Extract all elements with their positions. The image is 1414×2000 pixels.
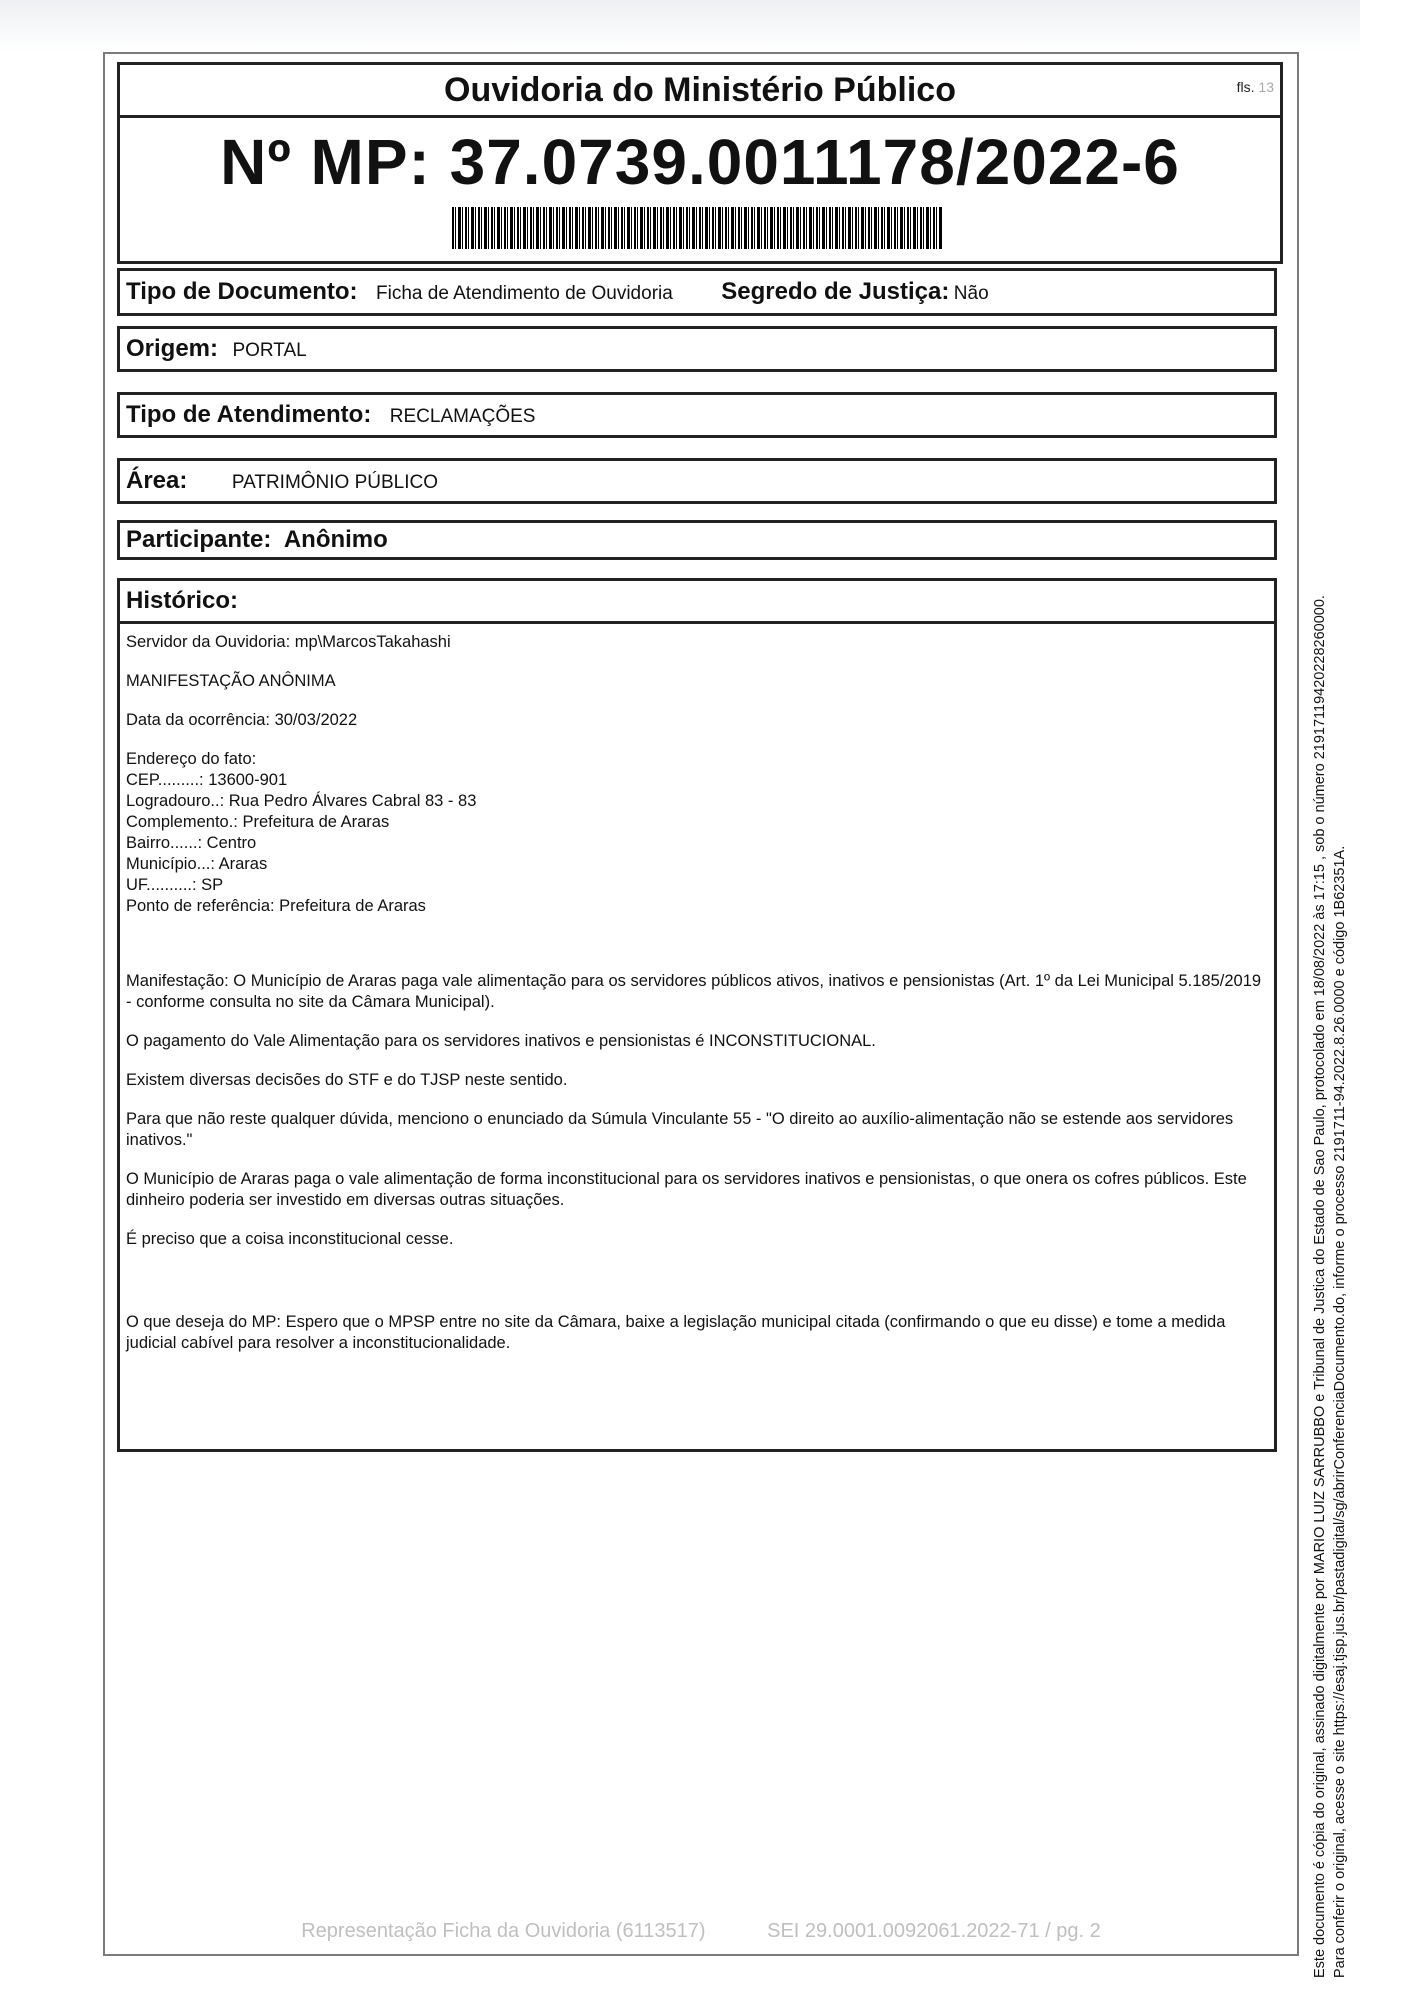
tipo-atendimento-value: RECLAMAÇÕES [389,406,536,427]
area-value: PATRIMÔNIO PÚBLICO [231,472,439,493]
participante-label: Participante: [126,526,272,553]
participante-row [117,520,1277,560]
manifestacao-paragraph: Manifestação: O Município de Araras paga vale alimentação para os servidores públicos ativos, inativos e pensionistas (Art. 1º da Lei Municipal 5.185/2019 - conforme consulta no site da Câmara Municipal). [126,972,1262,1011]
fls-number: 13 [1258,79,1274,95]
endereco-line: Ponto de referência: Prefeitura de Araras [126,897,426,915]
endereco-line: CEP.........: 13600-901 [126,771,288,789]
endereco-block [126,749,1268,917]
participante-value: Anônimo [283,526,388,553]
barcode-image [452,207,942,249]
endereco-line: Endereço do fato: [126,750,257,768]
header-title: Ouvidoria do Ministério Público [120,65,1280,118]
origem-value: PORTAL [232,340,307,361]
manifestacao-paragraph: O Município de Araras paga o vale alimentação de forma inconstitucional para os servidores inativos e pensionistas, o que onera os cofres públicos. Este dinheiro poderia ser investido em diversas outras situações. [126,1170,1247,1209]
endereco-line: Bairro......: Centro [126,834,257,852]
manifestacao-paragraph: Existem diversas decisões do STF e do TJSP neste sentido. [126,1071,568,1089]
tipo-documento-row [117,268,1277,316]
origem-row [117,326,1277,372]
fls-label: fls. [1236,79,1255,95]
document-page [103,52,1299,1956]
manifestacao-paragraph: É preciso que a coisa inconstitucional cesse. [126,1230,454,1248]
tipo-documento-value: Ficha de Atendimento de Ouvidoria [376,283,673,304]
mp-label: Nº MP: [220,126,431,198]
side-note-line-1: Este documento é cópia do original, assinado digitalmente por MARIO LUIZ SARRUBBO e Tribunal de Justica do Estado de Sao Paulo, protocolado em 18/08/2022 às 17:15 , sob o número 21917119420228260000. [1312,595,1328,1978]
segredo-value: Não [953,283,989,304]
document-header [117,62,1283,264]
side-validation-note [1310,43,1350,1978]
endereco-line: Município...: Araras [126,855,268,873]
tipo-atendimento-row [117,392,1277,438]
segredo-label: Segredo de Justiça: [721,278,950,305]
origem-label: Origem: [126,335,219,362]
tipo-documento-label: Tipo de Documento: [126,278,358,305]
area-row [117,458,1277,504]
pedido-paragraph: O que deseja do MP: Espero que o MPSP entre no site da Câmara, baixe a legislação municipal citada (confirmando o que eu disse) e tome a medida judicial cabível para resolver a inconstitucionalidade. [126,1313,1226,1352]
endereco-line: UF..........: SP [126,876,224,894]
historico-header [117,578,1277,624]
area-label: Área: [126,467,188,494]
data-ocorrencia: Data da ocorrência: 30/03/2022 [126,711,358,729]
manifestacao-paragraph: O pagamento do Vale Alimentação para os servidores inativos e pensionistas é INCONSTITUCIONAL. [126,1032,876,1050]
viewer-top-shade [0,0,1360,52]
endereco-line: Logradouro..: Rua Pedro Álvares Cabral 83 - 83 [126,792,477,810]
servidor-line: Servidor da Ouvidoria: mp\MarcosTakahashi [126,633,451,651]
footer-representation: Representação Ficha da Ouvidoria (6113517) [301,1920,706,1942]
endereco-line: Complemento.: Prefeitura de Araras [126,813,390,831]
mp-number: 37.0739.0011178/2022-6 [449,126,1180,198]
tipo-atendimento-label: Tipo de Atendimento: [126,401,372,428]
page-footer [105,1920,1297,1943]
side-note-line-2: Para conferir o original, acesse o site https://esaj.tjsp.jus.br/pastadigital/sg/abrirConferenciaDocumento.do, informe o processo 2191711-94.2022.8.26.0000 e código 1B62351A. [1332,845,1348,1978]
footer-sei-number: SEI 29.0001.0092061.2022-71 / pg. 2 [767,1920,1101,1942]
manifestacao-type: MANIFESTAÇÃO ANÔNIMA [126,672,336,690]
manifestacao-paragraph: Para que não reste qualquer dúvida, menciono o enunciado da Súmula Vinculante 55 - "O direito ao auxílio-alimentação não se estende aos servidores inativos." [126,1110,1234,1149]
historico-body [117,624,1277,1452]
mp-number-line [120,127,1280,197]
historico-label: Histórico: [126,587,239,614]
page-number-stamp [1237,79,1274,95]
